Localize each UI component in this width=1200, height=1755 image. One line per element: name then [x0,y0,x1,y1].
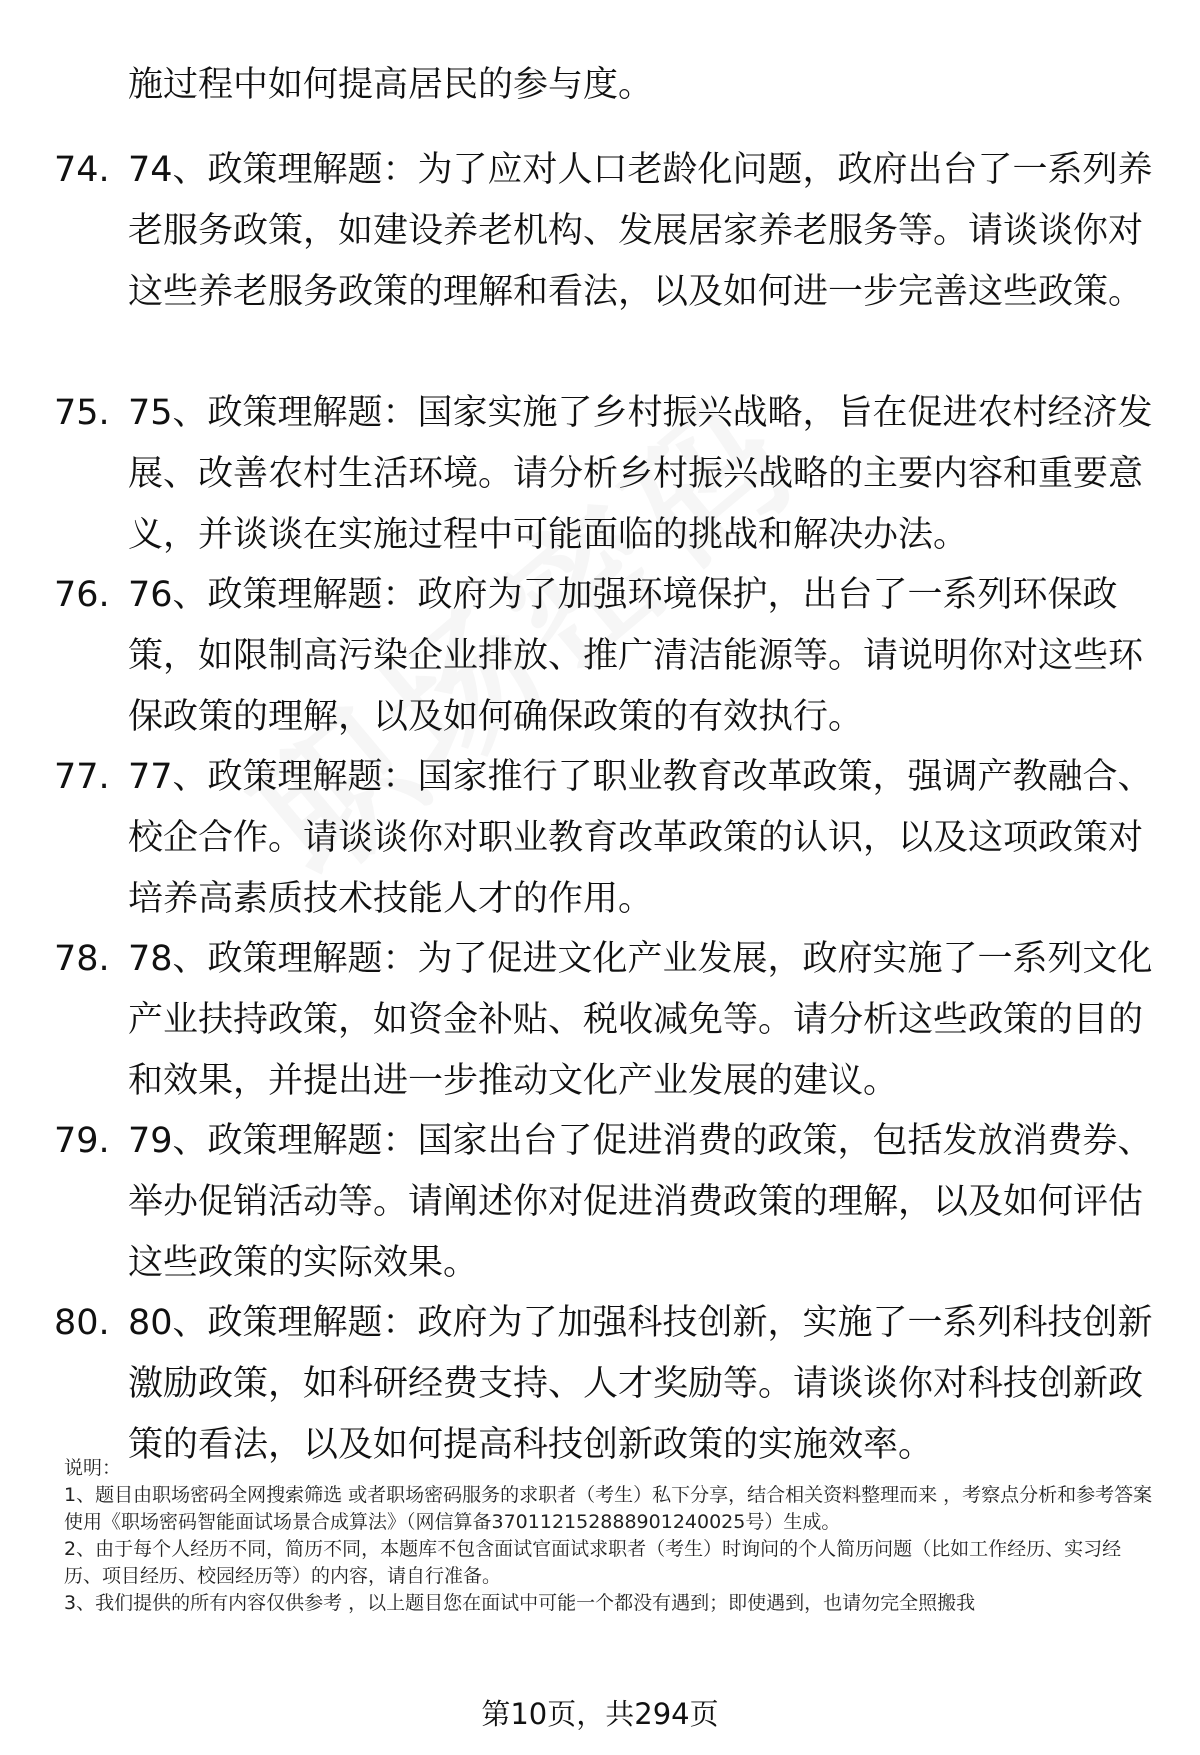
carry-over-text: 施过程中如何提高居民的参与度。 [128,65,654,105]
question-number: 80. [54,1303,110,1343]
question-text: 74、政策理解题：为了应对人口老龄化问题，政府出台了一系列养老服务政策，如建设养老机构、发展居家养老服务等。请谈谈你对这些养老服务政策的理解和看法，以及如何进一步完善这些政策。 [128,150,1153,312]
question-number: 74. [54,150,110,190]
question-item [0,747,1200,929]
question-text: 76、政策理解题：政府为了加强环境保护，出台了一系列环保政策，如限制高污染企业排放、推广清洁能源等。请说明你对这些环保政策的理解，以及如何确保政策的有效执行。 [128,575,1144,737]
question-text: 75、政策理解题：国家实施了乡村振兴战略，旨在促进农村经济发展、改善农村生活环境。请分析乡村振兴战略的主要内容和重要意义，并谈谈在实施过程中可能面临的挑战和解决办法。 [128,393,1153,555]
note-item: 1、题目由职场密码全网搜索筛选 或者职场密码服务的求职者（考生）私下分享，结合相关资料整理而来 ，考察点分析和参考答案使用《职场密码智能面试场景合成算法》（网信算备370112152888901240025号）生成。 [64,1484,1153,1533]
question-text: 79、政策理解题：国家出台了促进消费的政策，包括发放消费券、举办促销活动等。请阐述你对促进消费政策的理解，以及如何评估这些政策的实际效果。 [128,1121,1153,1283]
question-item [0,1293,1200,1475]
question-item [0,565,1200,747]
notes-section [64,1455,1154,1617]
notes-title: 说明： [64,1457,122,1479]
question-item [0,383,1200,565]
question-item [0,929,1200,1111]
note-item: 2、由于每个人经历不同，简历不同，本题库不包含面试官面试求职者（考生）时询问的个人简历问题（比如工作经历、实习经历、项目经历、校园经历等）的内容，请自行准备。 [64,1538,1122,1587]
question-number: 76. [54,575,110,615]
question-text: 78、政策理解题：为了促进文化产业发展，政府实施了一系列文化产业扶持政策，如资金补贴、税收减免等。请分析这些政策的目的和效果，并提出进一步推动文化产业发展的建议。 [128,939,1153,1101]
note-item: 3、我们提供的所有内容仅供参考 ，以上题目您在面试中可能一个都没有遇到；即使遇到，也请勿完全照搬我 [64,1592,976,1614]
question-number: 77. [54,757,110,797]
question-item [0,1111,1200,1293]
question-text: 77、政策理解题：国家推行了职业教育改革政策，强调产教融合、校企合作。请谈谈你对职业教育改革政策的认识，以及这项政策对培养高素质技术技能人才的作用。 [128,757,1153,919]
question-number: 75. [54,393,110,433]
question-number: 78. [54,939,110,979]
page-footer: 第10页，共294页 [481,1697,719,1731]
question-item [0,140,1200,383]
question-text: 80、政策理解题：政府为了加强科技创新，实施了一系列科技创新激励政策，如科研经费支持、人才奖励等。请谈谈你对科技创新政策的看法，以及如何提高科技创新政策的实施效率。 [128,1303,1153,1465]
question-number: 79. [54,1121,110,1161]
question-list [0,140,1200,1475]
